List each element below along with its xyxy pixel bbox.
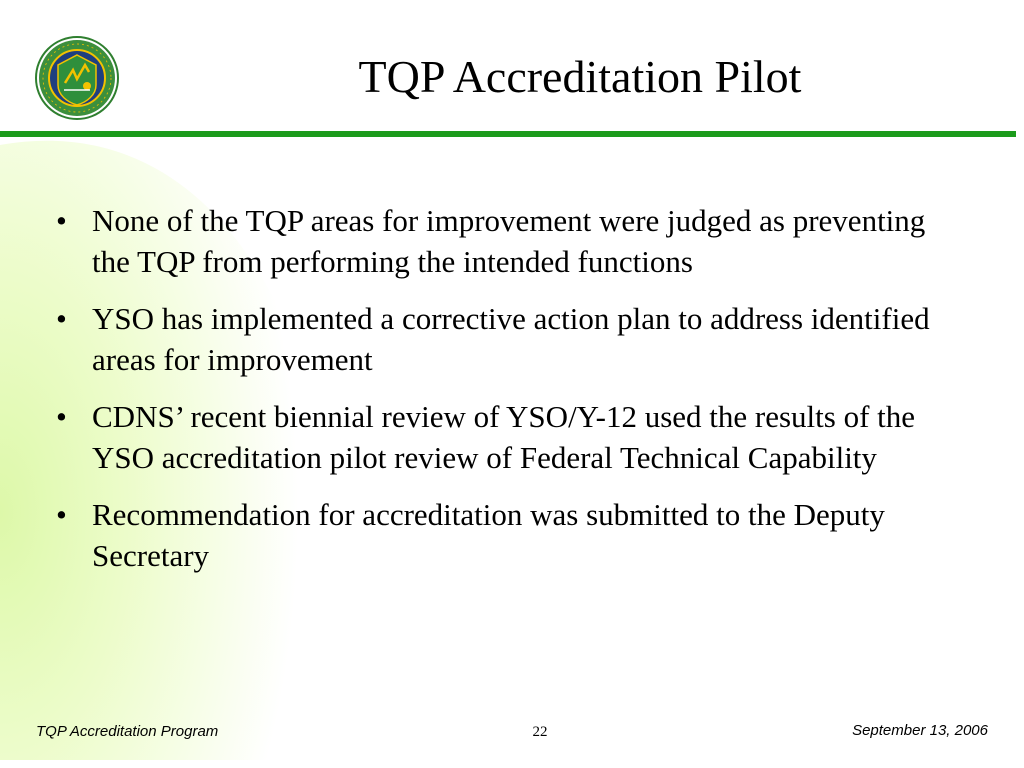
bullet-text: YSO has implemented a corrective action plan to address identified areas for improvement [92,301,930,377]
bullet-item [50,298,960,380]
bullet-dot-icon: • [56,399,67,434]
bullet-item [50,200,960,282]
doe-seal-icon [34,35,120,121]
bullet-dot-icon: • [56,301,67,336]
bullet-list [50,200,960,592]
bullet-item [50,494,960,576]
doe-seal-logo [34,35,120,121]
bullet-text: Recommendation for accreditation was submitted to the Deputy Secretary [92,497,885,573]
bullet-text: None of the TQP areas for improvement were judged as preventing the TQP from performing the intended functions [92,203,926,279]
footer-program-name: TQP Accreditation Program [36,723,219,740]
footer-date: September 13, 2006 [852,722,988,739]
bullet-item [50,396,960,478]
footer-page-number: 22 [532,724,548,740]
bullet-dot-icon: • [56,203,67,238]
slide-title: TQP Accreditation Pilot [358,51,802,102]
title-divider [0,131,1016,137]
bullet-dot-icon: • [56,497,67,532]
bullet-text: CDNS’ recent biennial review of YSO/Y-12 used the results of the YSO accreditation pilot review of Federal Technical Capability [92,399,916,475]
